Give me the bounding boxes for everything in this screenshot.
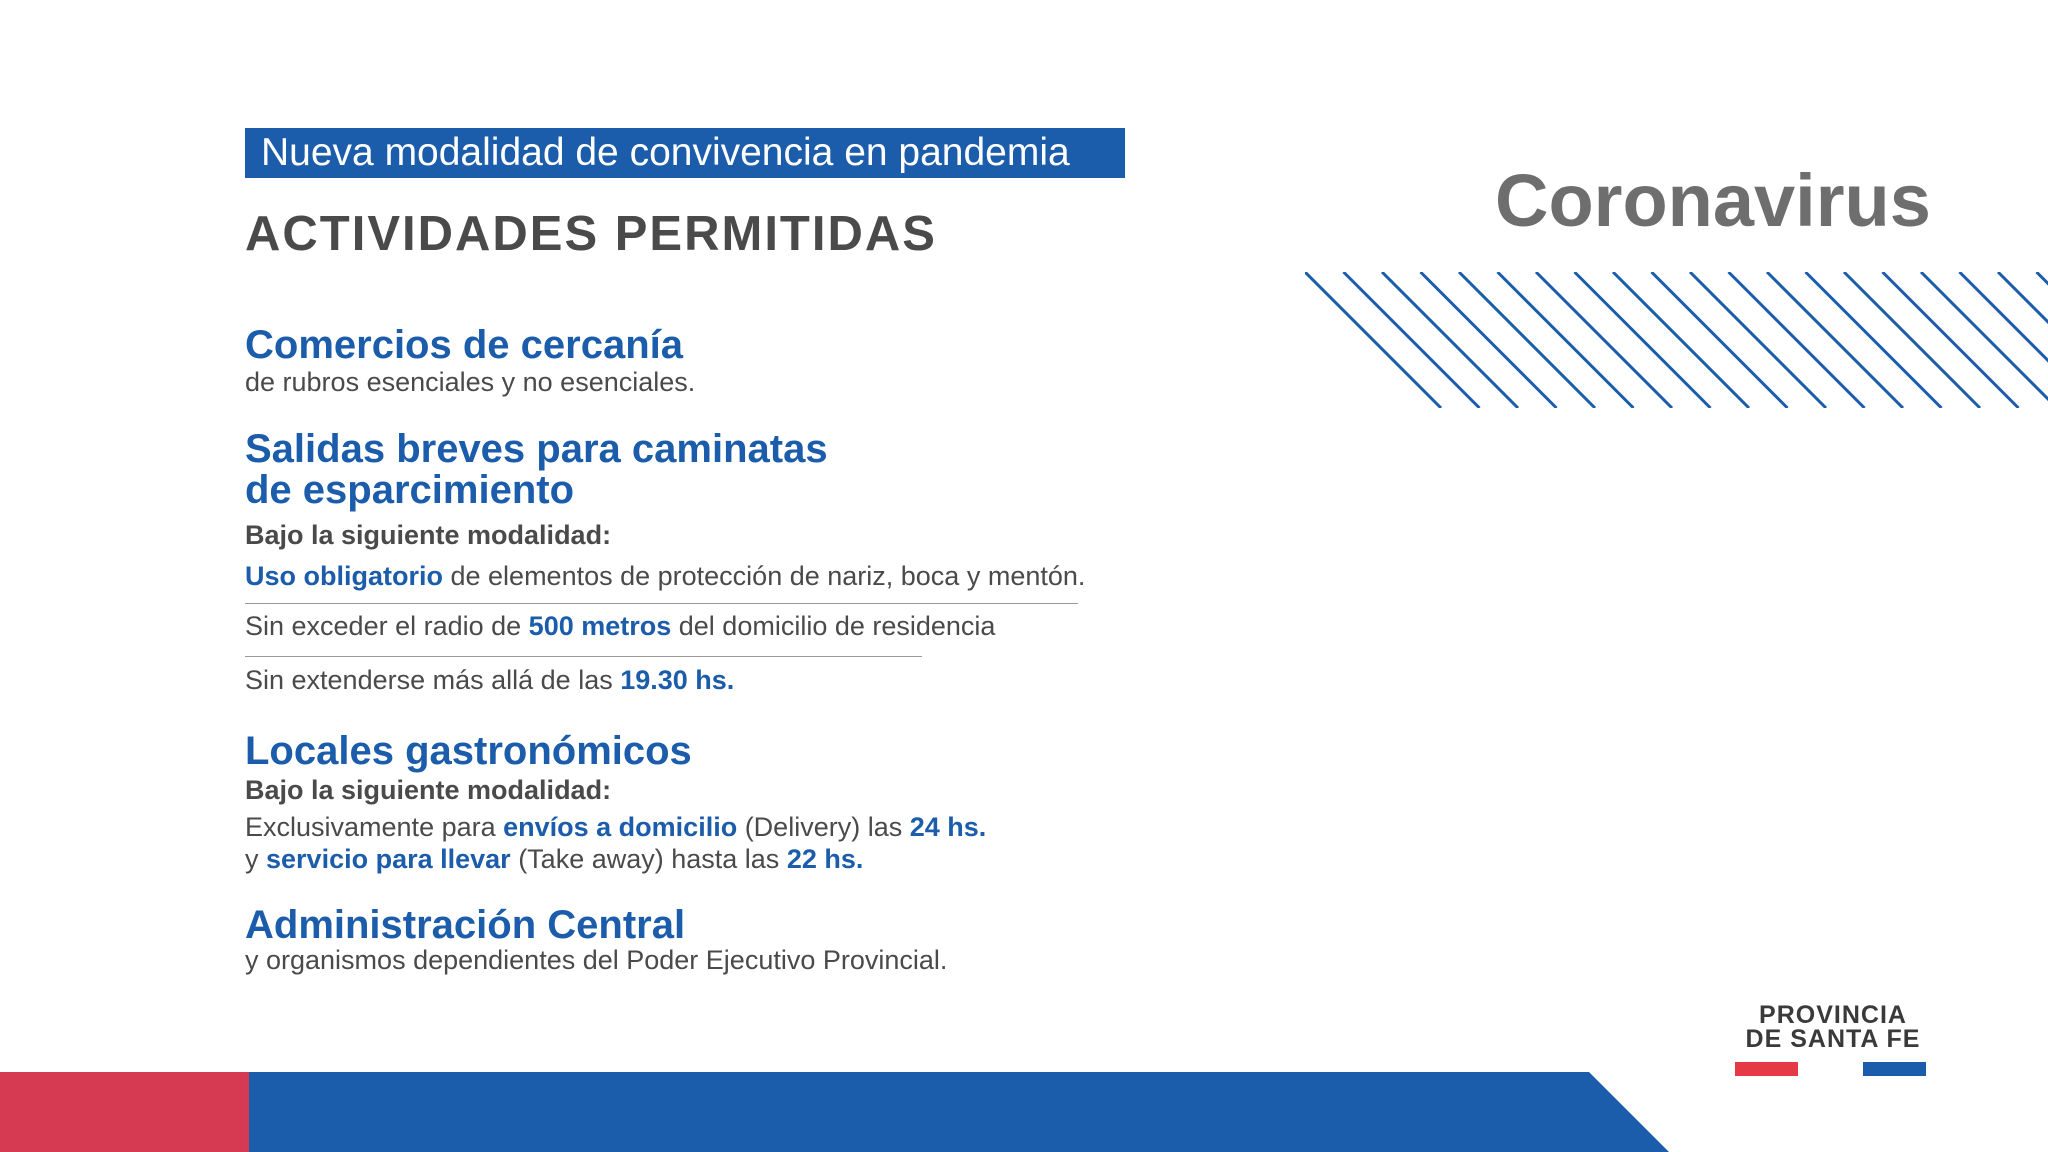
stripe-line: [1575, 272, 1711, 408]
section-heading-administracion: Administración Central: [245, 903, 686, 947]
stripe-line: [1536, 272, 1672, 408]
salidas-rule-proteccion: [245, 560, 1085, 592]
salidas-modalidad-label: Bajo la siguiente modalidad:: [245, 520, 612, 550]
locales-line-delivery: [245, 811, 986, 843]
stripe-line: [1844, 272, 1980, 408]
rule-highlight: 19.30 hs.: [620, 665, 735, 695]
page-title: ACTIVIDADES PERMITIDAS: [245, 207, 937, 261]
rule-highlight: 500 metros: [528, 611, 672, 641]
line-highlight: 24 hs.: [909, 812, 987, 842]
stripe-line: [1998, 272, 2048, 408]
stripe-line: [1690, 272, 1826, 408]
stripe-line: [1806, 272, 1942, 408]
stripe-line: [1767, 272, 1903, 408]
logo-line2: DE SANTA FE: [1745, 1025, 1921, 1053]
section-text-administracion: y organismos dependientes del Poder Ejecutivo Provincial.: [245, 945, 948, 975]
line-highlight: envíos a domicilio: [503, 812, 738, 842]
footer-red-bar: [0, 1072, 249, 1152]
rule-text: Sin exceder el radio de: [245, 611, 529, 641]
footer-blue-bar: [249, 1072, 1669, 1152]
salidas-rule-radio: [245, 610, 995, 642]
line-highlight: 22 hs.: [786, 844, 864, 874]
diagonal-stripes-decoration: [1305, 272, 2048, 408]
stripe-line: [1421, 272, 1557, 408]
rule-text: de elementos de protección de nariz, boca y mentón.: [443, 561, 1086, 591]
provincia-logo-text: [1733, 1003, 1933, 1051]
section-text-comercios: de rubros esenciales y no esenciales.: [245, 367, 696, 397]
line-text: (Delivery) las: [737, 812, 910, 842]
header-banner: Nueva modalidad de convivencia en pandemia: [245, 128, 1125, 178]
line-text: (Take away) hasta las: [510, 844, 787, 874]
section-heading-locales: Locales gastronómicos: [245, 729, 692, 773]
rule-text: Sin extenderse más allá de las: [245, 665, 621, 695]
brand-title: Coronavirus: [1495, 159, 1931, 242]
stripe-line: [1613, 272, 1749, 408]
stripe-line: [1382, 272, 1518, 408]
line-text: Exclusivamente para: [245, 812, 504, 842]
stripe-line: [1652, 272, 1788, 408]
section-heading-salidas-line1: Salidas breves para caminatas: [245, 427, 828, 471]
salidas-rule-horario: [245, 664, 734, 696]
stripe-line: [1729, 272, 1865, 408]
rule-text: del domicilio de residencia: [671, 611, 996, 641]
logo-blue-mark: [1863, 1062, 1926, 1076]
section-heading-salidas-line2: de esparcimiento: [245, 468, 575, 512]
divider: [245, 603, 1078, 604]
logo-line1: PROVINCIA: [1759, 1001, 1907, 1029]
stripe-line: [1498, 272, 1634, 408]
stripe-line: [1459, 272, 1595, 408]
locales-line-takeaway: [245, 843, 863, 875]
stripe-line: [1883, 272, 2019, 408]
rule-highlight: Uso obligatorio: [245, 561, 443, 591]
locales-modalidad-label: Bajo la siguiente modalidad:: [245, 775, 612, 805]
stripe-line: [1344, 272, 1480, 408]
section-heading-comercios: Comercios de cercanía: [245, 323, 683, 367]
line-highlight: servicio para llevar: [266, 844, 511, 874]
divider: [245, 656, 922, 657]
line-text: y: [245, 844, 267, 874]
stripe-line: [1305, 272, 1441, 408]
logo-red-mark: [1735, 1062, 1798, 1076]
